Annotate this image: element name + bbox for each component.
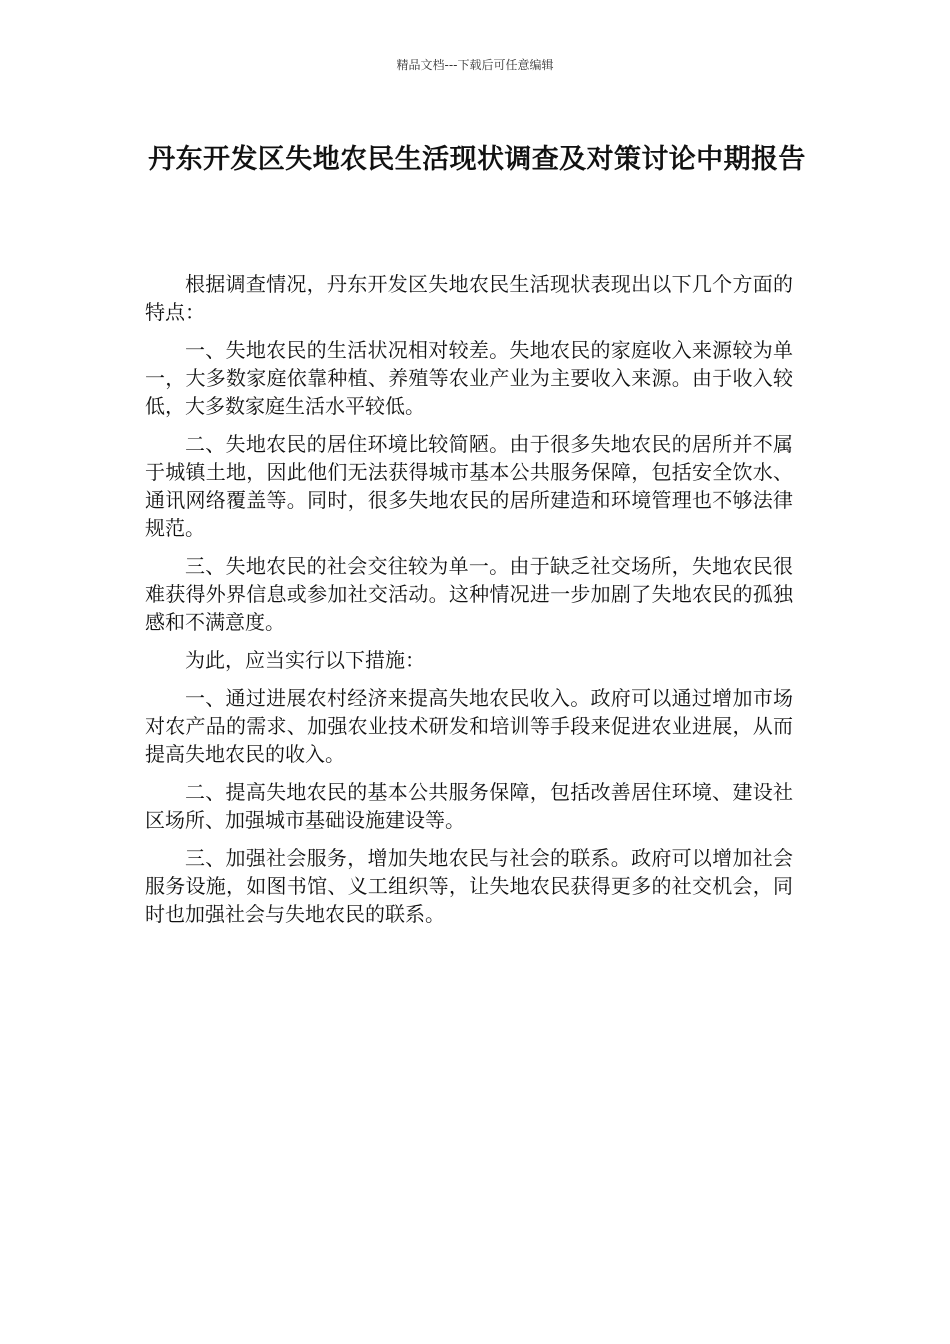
body-paragraph: 三、加强社会服务，增加失地农民与社会的联系。政府可以增加社会服务设施，如图书馆、义工组织等，让失地农民获得更多的社交机会，同时也加强社会与失地农民的联系。 <box>145 846 793 926</box>
body-paragraph: 为此，应当实行以下措施： <box>185 648 425 672</box>
body-paragraph: 三、失地农民的社会交往较为单一。由于缺乏社交场所，失地农民很难获得外界信息或参加社交活动。这种情况进一步加剧了失地农民的孤独感和不满意度。 <box>145 554 793 634</box>
body-paragraph: 根据调查情况，丹东开发区失地农民生活现状表现出以下几个方面的特点： <box>145 272 793 324</box>
document-title: 丹东开发区失地农民生活现状调查及对策讨论中期报告 <box>148 144 806 175</box>
body-paragraph: 一、通过进展农村经济来提高失地农民收入。政府可以通过增加市场对农产品的需求、加强农业技术研发和培训等手段来促进农业进展，从而提高失地农民的收入。 <box>145 686 793 766</box>
body-paragraph: 二、提高失地农民的基本公共服务保障，包括改善居住环境、建设社区场所、加强城市基础设施建设等。 <box>145 780 793 832</box>
body-paragraph: 二、失地农民的居住环境比较简陋。由于很多失地农民的居所并不属于城镇土地，因此他们无法获得城市基本公共服务保障，包括安全饮水、通讯网络覆盖等。同时，很多失地农民的居所建造和环境管理也不够法律规范。 <box>145 432 793 540</box>
document-body <box>145 270 793 938</box>
body-paragraph: 一、失地农民的生活状况相对较差。失地农民的家庭收入来源较为单一，大多数家庭依靠种植、养殖等农业产业为主要收入来源。由于收入较低，大多数家庭生活水平较低。 <box>145 338 793 418</box>
page-header: 精品文档---下载后可任意编辑 <box>396 58 554 72</box>
